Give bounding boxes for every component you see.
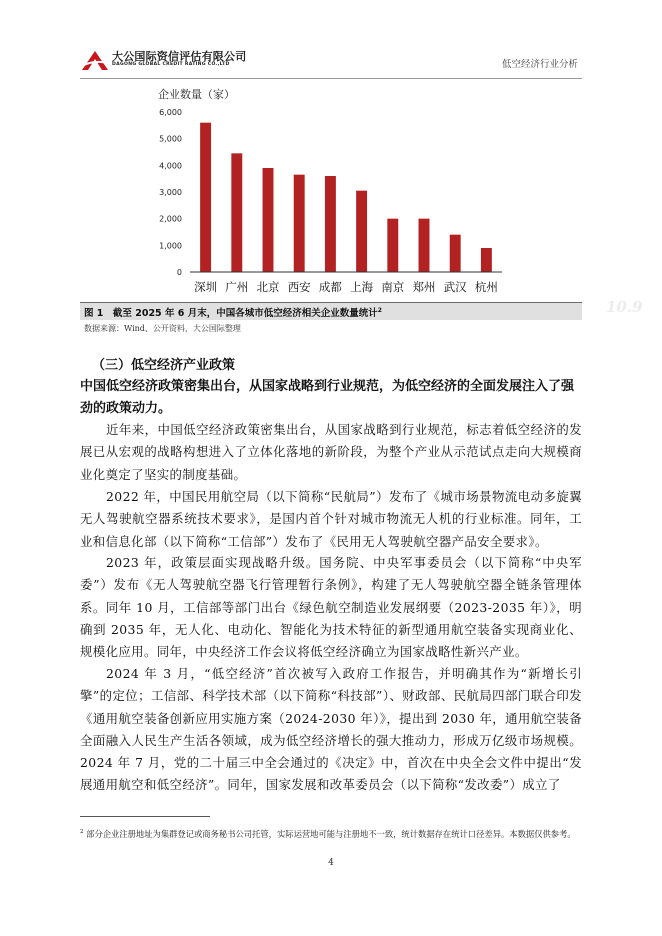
section-lead: 中国低空经济政策密集出台，从国家战略到行业规范，为低空经济的全面发展注入了强劲的政策动力。: [80, 379, 575, 416]
footnote-text: 部分企业注册地址为集群登记或商务秘书公司托管，实际运营地可能与注册地不一致，统计数据存在统计口径差异。本数据仅供参考。: [86, 828, 576, 839]
y-tick-label: 0: [176, 268, 182, 277]
y-tick-label: 6,000: [159, 108, 182, 117]
x-tick-label: 杭州: [474, 280, 498, 294]
chart-watermark: 10.9: [606, 298, 643, 316]
page-number: 4: [328, 858, 334, 868]
header-divider: [80, 78, 582, 79]
company-name-en: DAGONG GLOBAL CREDIT RATING CO.,LTD: [112, 62, 230, 67]
y-axis-label: 企业数量（家）: [158, 88, 235, 101]
paragraph-4: 2024 年 3 月，“低空经济”首次被写入政府工作报告，并明确其作为“新增长引擎”的定位；工信部、科学技术部（以下简称“科技部”）、财政部、民航局四部门联合印发《通用航空装备创新应用实施方案（2024-2030 年）》，提出到 2030 年，通用航空装备全面融入人民生产生活各领域，成为低空经济增长的强大推动力，形成万亿级市场规模。2024 年 7 月，党的二十届三中全会通过的《决定》中，首次在中央全会文件中提出“发展通用航空和低空经济”。同年，国家发展和改革委员会（以下简称“发改委”）成立了: [80, 666, 582, 793]
x-tick-label: 南京: [381, 280, 405, 294]
bar: [356, 191, 367, 272]
y-tick-label: 4,000: [159, 161, 182, 171]
caption-text: 图 1 截至 2025 年 6 月末，中国各城市低空经济相关企业数量统计: [84, 308, 378, 319]
figure-source: 数据来源：Wind、公开资料，大公国际整理: [84, 324, 241, 333]
paragraph-2: 2022 年，中国民用航空局（以下简称“民航局”）发布了《城市场景物流电动多旋翼无人驾驶航空器系统技术要求》，是国内首个针对城市物流无人机的行业标准。同年，工业和信息化部（以下简称“工信部”）发布了《民用无人驾驶航空器产品安全要求》。: [80, 489, 582, 549]
y-tick-label: 1,000: [159, 241, 182, 251]
x-tick-label: 深圳: [194, 280, 218, 294]
figure-caption-bar: [80, 302, 582, 320]
footnote-number: 2: [80, 829, 84, 835]
bar: [387, 219, 398, 272]
figure-caption: [84, 305, 382, 319]
x-tick-label: 广州: [225, 280, 249, 294]
page-header: [0, 0, 662, 82]
bar: [263, 168, 274, 272]
bar: [419, 219, 430, 272]
footnote-divider: [80, 816, 210, 817]
report-title: 低空经济行业分析: [501, 59, 578, 70]
x-tick-label: 西安: [287, 280, 311, 294]
x-tick-label: 北京: [256, 280, 280, 294]
bar: [294, 175, 305, 272]
chart-svg: [150, 86, 515, 300]
x-tick-label: 武汉: [443, 280, 467, 294]
bar: [450, 235, 461, 272]
paragraph-1: 近年来，中国低空经济政策密集出台，从国家战略到行业规范，标志着低空经济的发展已从宏观的战略构想进入了立体化落地的新阶段，为整个产业从示范试点走向大规模商业化奠定了坚实的制度基础。: [80, 422, 582, 482]
y-tick-label: 3,000: [159, 188, 182, 197]
y-tick-label: 2,000: [159, 214, 182, 224]
caption-footnote-ref[interactable]: 2: [377, 306, 382, 314]
section-heading: （三）低空经济产业政策: [92, 358, 236, 373]
bar: [231, 153, 242, 272]
x-tick-label: 上海: [350, 280, 374, 294]
bar: [481, 248, 492, 272]
y-tick-label: 5,000: [159, 134, 182, 144]
x-tick-label: 郑州: [412, 280, 436, 294]
footnote: [80, 822, 582, 845]
company-name-cn: 大公国际资信评估有限公司: [112, 50, 247, 63]
bar: [325, 176, 336, 272]
paragraph-3: 2023 年，政策层面实现战略升级。国务院、中央军事委员会（以下简称“中央军委”）发布《无人驾驶航空器飞行管理暂行条例》，构建了无人驾驶航空器全链条管理体系。同年 10 月，工信部等部门出台《绿色航空制造业发展纲要（2023-2035 年）》，明确到 2035 年，无人化、电动化、智能化为技术特征的新型通用航空装备实现商业化、规模化应用。同年，中央经济工作会议将低空经济确立为国家战略性新兴产业。: [80, 555, 582, 660]
x-tick-label: 成都: [318, 280, 342, 294]
bar: [200, 123, 211, 272]
dagong-logo-icon: [80, 49, 110, 71]
